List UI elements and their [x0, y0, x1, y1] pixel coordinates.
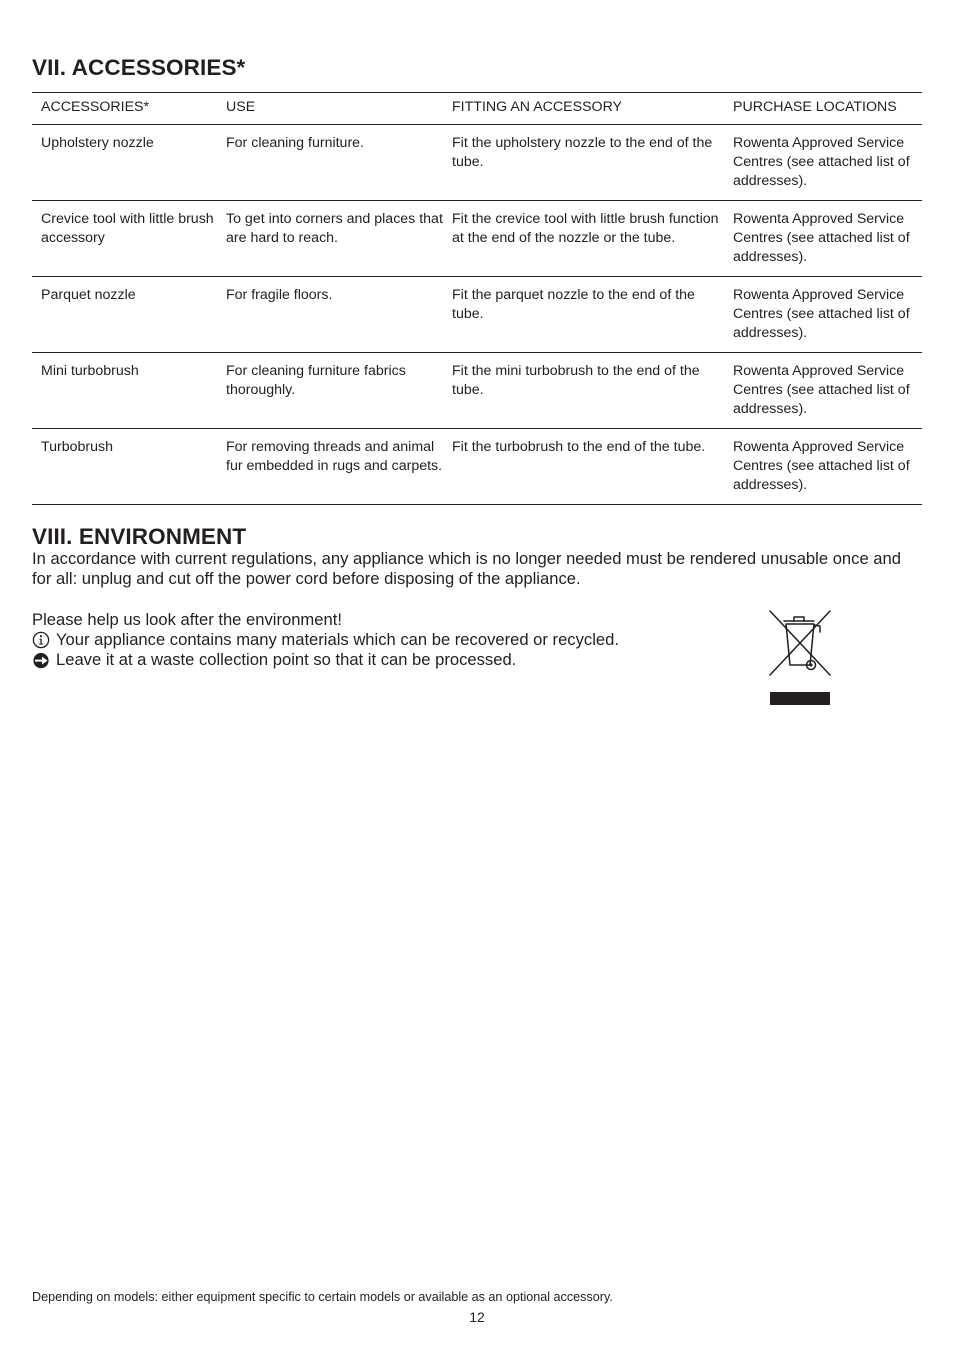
table-row	[32, 125, 922, 201]
table-cell: Fit the mini turbobrush to the end of the tube.	[443, 353, 724, 429]
table-cell: Upholstery nozzle	[32, 125, 217, 201]
table-cell: Turbobrush	[32, 429, 217, 505]
info-line-text: Your appliance contains many materials which can be recovered or recycled.	[56, 630, 619, 649]
arrow-right-icon	[32, 651, 50, 669]
table-cell: For cleaning furniture fabrics thoroughly.	[217, 353, 443, 429]
info-line	[32, 630, 752, 650]
table-cell: Fit the upholstery nozzle to the end of the tube.	[443, 125, 724, 201]
table-row	[32, 277, 922, 353]
table-cell: For removing threads and animal fur embedded in rugs and carpets.	[217, 429, 443, 505]
column-header-fitting: FITTING AN ACCESSORY	[443, 93, 724, 125]
environment-instructions	[32, 610, 752, 670]
table-cell: Rowenta Approved Service Centres (see attached list of addresses).	[724, 125, 922, 201]
table-cell: Rowenta Approved Service Centres (see attached list of addresses).	[724, 277, 922, 353]
table-header-row	[32, 93, 922, 125]
column-header-accessories: ACCESSORIES*	[32, 93, 217, 125]
table-cell: Rowenta Approved Service Centres (see attached list of addresses).	[724, 201, 922, 277]
info-icon	[32, 631, 50, 649]
action-line-text: Leave it at a waste collection point so that it can be processed.	[56, 650, 517, 669]
table-cell: To get into corners and places that are hard to reach.	[217, 201, 443, 277]
environment-help-text: Please help us look after the environment!	[32, 610, 342, 629]
table-cell: Rowenta Approved Service Centres (see attached list of addresses).	[724, 429, 922, 505]
action-line	[32, 650, 752, 670]
table-cell: Parquet nozzle	[32, 277, 217, 353]
footnote: Depending on models: either equipment specific to certain models or available as an optional accessory.	[32, 1290, 613, 1304]
section-title-accessories: VII. ACCESSORIES*	[32, 55, 246, 80]
table-cell: Fit the parquet nozzle to the end of the tube.	[443, 277, 724, 353]
column-header-use: USE	[217, 93, 443, 125]
accessories-table	[32, 92, 922, 505]
table-cell: For fragile floors.	[217, 277, 443, 353]
table-cell: Rowenta Approved Service Centres (see attached list of addresses).	[724, 353, 922, 429]
table-row	[32, 353, 922, 429]
page-number: 12	[469, 1309, 485, 1325]
table-cell: For cleaning furniture.	[217, 125, 443, 201]
table-cell: Fit the crevice tool with little brush function at the end of the nozzle or the tube.	[443, 201, 724, 277]
crossed-out-wheelie-bin-icon	[768, 609, 832, 707]
table-row	[32, 201, 922, 277]
environment-intro: In accordance with current regulations, any appliance which is no longer needed must be rendered unusable once and for all: unplug and cut off the power cord before disposing of the appliance.	[32, 549, 901, 588]
column-header-purchase: PURCHASE LOCATIONS	[724, 93, 922, 125]
table-cell: Fit the turbobrush to the end of the tube.	[443, 429, 724, 505]
table-cell: Crevice tool with little brush accessory	[32, 201, 217, 277]
table-row	[32, 429, 922, 505]
section-title-environment: VIII. ENVIRONMENT	[32, 524, 247, 549]
table-cell: Mini turbobrush	[32, 353, 217, 429]
